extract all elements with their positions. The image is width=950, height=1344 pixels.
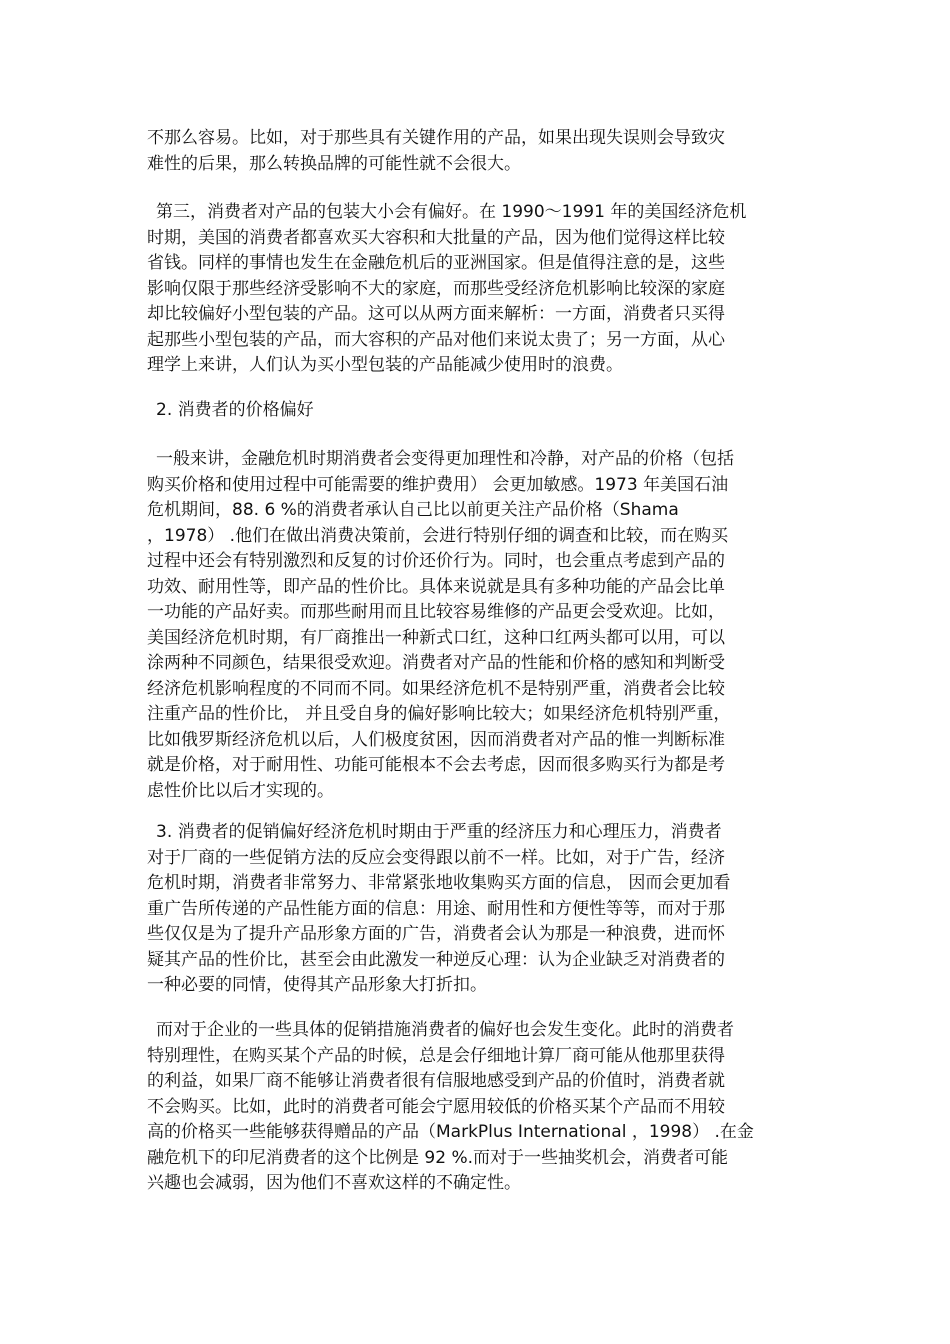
text-line: 美国经济危机时期，有厂商推出一种新式口红，这种口红两头都可以用，可以 [147,627,725,648]
text-line: 特别理性，在购买某个产品的时候，总是会仔细地计算厂商可能从他那里获得 [147,1045,725,1066]
text-line: 些仅仅是为了提升产品形象方面的广告，消费者会认为那是一种浪费，进而怀 [147,924,725,944]
text-line: 3. 消费者的促销偏好经济危机时期由于严重的经济压力和心理压力，消费者 [156,822,722,842]
text-line: 经济危机影响程度的不同而不同。如果经济危机不是特别严重，消费者会比较 [147,678,725,699]
text-line: 疑其产品的性价比，甚至会由此激发一种逆反心理：认为企业缺乏对消费者的 [147,949,725,970]
paragraph-brand-switching-end [147,126,807,177]
text-line: 危机期间，88. 6 %的消费者承认自己比以前更关注产品价格（Shama [147,500,679,520]
text-line: 理学上来讲，人们认为买小型包装的产品能减少使用时的浪费。 [147,355,623,375]
text-line: 不会购买。比如，此时的消费者可能会宁愿用较低的价格买某个产品而不用较 [147,1096,725,1117]
text-line: 危机时期，消费者非常努力、非常紧张地收集购买方面的信息， 因而会更加看 [147,873,731,893]
text-line: 对于厂商的一些促销方法的反应会变得跟以前不一样。比如，对于广告，经济 [147,847,725,868]
text-line: 起那些小型包装的产品，而大容积的产品对他们来说太贵了；另一方面，从心 [147,329,725,350]
text-line: ，1978） .他们在做出消费决策前，会进行特别仔细的调查和比较，而在购买 [147,525,729,546]
text-line: 不那么容易。比如，对于那些具有关键作用的产品，如果出现失误则会导致灾 [147,128,725,148]
text-line: 兴趣也会减弱，因为他们不喜欢这样的不确定性。 [147,1173,521,1193]
text-line: 却比较偏好小型包装的产品。这可以从两方面来解析：一方面，消费者只买得 [147,304,725,324]
text-line: 融危机下的印尼消费者的这个比例是 92 %.而对于一些抽奖机会，消费者可能 [147,1147,728,1168]
text-line: 影响仅限于那些经济受影响不大的家庭，而那些受经济危机影响比较深的家庭 [147,278,725,299]
text-line: 省钱。同样的事情也发生在金融危机后的亚洲国家。但是值得注意的是，这些 [147,253,725,273]
text-line: 高的价格买一些能够获得赠品的产品（MarkPlus International ，1998） .在金 [147,1122,754,1142]
text-line: 注重产品的性价比， 并且受自身的偏好影响比较大；如果经济危机特别严重， [147,704,731,724]
text-line: 购买价格和使用过程中可能需要的维护费用） 会更加敏感。1973 年美国石油 [147,474,729,495]
text-line: 一功能的产品好卖。而那些耐用而且比较容易维修的产品更会受欢迎。比如， [147,602,725,622]
text-line: 比如俄罗斯经济危机以后，人们极度贫困，因而消费者对产品的惟一判断标准 [147,729,725,750]
text-line: 涂两种不同颜色，结果很受欢迎。消费者对产品的性能和价格的感知和判断受 [147,653,725,673]
section-heading-price-preference [147,398,807,424]
text-line: 虑性价比以后才实现的。 [147,780,334,801]
text-line: 的利益，如果厂商不能够让消费者很有信服地感受到产品的价值时，消费者就 [147,1071,725,1091]
text-line: 一般来讲，金融危机时期消费者会变得更加理性和冷静，对产品的价格（包括 [156,449,734,469]
paragraph-promotion-preference [147,820,807,999]
section-heading: 2. 消费者的价格偏好 [156,400,314,420]
text-line: 难性的后果，那么转换品牌的可能性就不会很大。 [147,153,521,174]
paragraph-promotion-measures [147,1018,807,1197]
text-line: 过程中还会有特别激烈和反复的讨价还价行为。同时，也会重点考虑到产品的 [147,551,725,571]
text-line: 第三，消费者对产品的包装大小会有偏好。在 1990～1991 年的美国经济危机 [156,202,747,222]
text-line: 就是价格，对于耐用性、功能可能根本不会去考虑，因而很多购买行为都是考 [147,755,725,775]
text-line: 重广告所传递的产品性能方面的信息：用途、耐用性和方便性等等，而对于那 [147,898,725,919]
paragraph-package-size-preference [147,200,807,379]
text-line: 而对于企业的一些具体的促销措施消费者的偏好也会发生变化。此时的消费者 [156,1020,734,1040]
paragraph-price-preference [147,447,807,804]
text-line: 功效、耐用性等，即产品的性价比。具体来说就是具有多种功能的产品会比单 [147,576,725,597]
text-line: 一种必要的同情，使得其产品形象大打折扣。 [147,975,487,995]
text-line: 时期，美国的消费者都喜欢买大容积和大批量的产品，因为他们觉得这样比较 [147,227,725,248]
